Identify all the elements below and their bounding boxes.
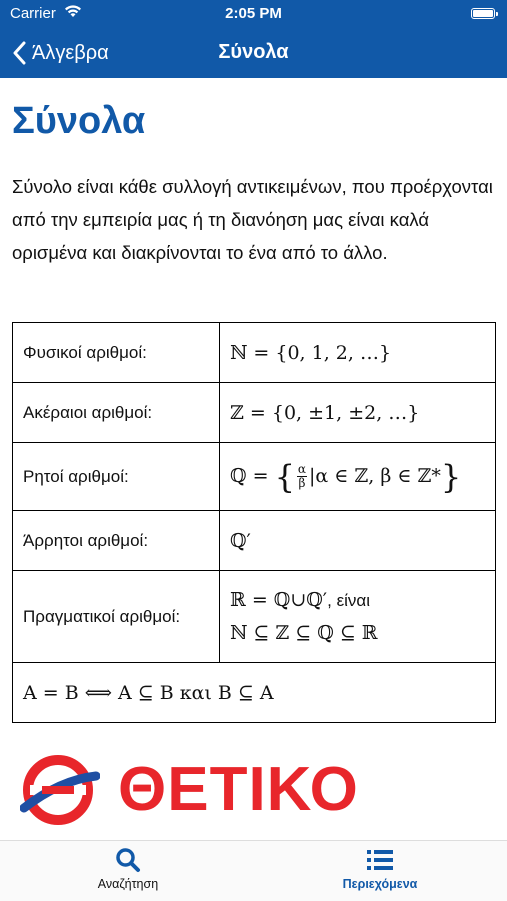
navigation-bar: [0, 28, 507, 78]
tab-contents-label: Περιεχόμενα: [342, 877, 418, 891]
right-brace: }: [440, 457, 462, 496]
intro-paragraph: Σύνολο είναι κάθε συλλογή αντικειμένων, που προέρχονται από την εμπειρία μας ή τη διανόηση μας είναι καλά ορισμένα και διακρίνονται το ένα από το άλλο.: [12, 176, 493, 263]
status-bar: [0, 0, 507, 28]
row-value: ℕ = {0, 1, 2, …}: [220, 323, 496, 383]
clock: 2:05 PM: [225, 5, 282, 22]
table-row: [13, 571, 496, 663]
table-footer-row: [13, 663, 496, 723]
row-value: ℚ′: [220, 511, 496, 571]
logo-emblem-icon: [20, 750, 100, 830]
equality-rule: A = B ⟺ A ⊆ B και B ⊆ A: [13, 663, 496, 723]
theticko-logo: [20, 750, 370, 830]
inclusion-chain: ℕ ⊆ ℤ ⊆ ℚ ⊆ ℝ: [230, 621, 378, 644]
logo-wordmark: ΘΕΤΙΚΟ: [118, 755, 359, 824]
table-row: [13, 323, 496, 383]
number-sets-table: [12, 322, 496, 723]
row-label: Πραγματικοί αριθμοί:: [13, 571, 220, 663]
table-row: [13, 443, 496, 511]
tab-search[interactable]: [48, 847, 208, 891]
tab-search-label: Αναζήτηση: [97, 877, 159, 891]
table-row: [13, 511, 496, 571]
fraction-numerator: α: [297, 462, 307, 476]
tab-contents[interactable]: [300, 847, 460, 891]
left-brace: {: [274, 457, 295, 496]
page-title: Σύνολα: [12, 100, 146, 142]
search-icon: [115, 847, 141, 873]
row-label: Ρητοί αριθμοί:: [13, 443, 220, 511]
row-label: Φυσικοί αριθμοί:: [13, 323, 220, 383]
rational-suffix: |α ∈ ℤ, β ∈ ℤ*: [309, 464, 441, 487]
fraction-denominator: β: [298, 476, 306, 490]
carrier-label: Carrier: [10, 5, 56, 22]
fraction: [297, 463, 307, 490]
tab-bar: [0, 840, 507, 901]
list-icon: [366, 847, 394, 873]
row-value: ℤ = {0, ±1, ±2, …}: [220, 383, 496, 443]
row-label: Ακέραιοι αριθμοί:: [13, 383, 220, 443]
rational-prefix: ℚ =: [230, 464, 269, 487]
row-value: [220, 571, 496, 663]
real-definition: ℝ = ℚ∪ℚ′: [230, 588, 328, 611]
nav-title: Σύνολα: [218, 41, 289, 63]
row-value: [220, 443, 496, 511]
table-row: [13, 383, 496, 443]
real-definition-text: , είναι: [327, 590, 371, 610]
row-label: Άρρητοι αριθμοί:: [13, 511, 220, 571]
back-label: Άλγεβρα: [32, 41, 109, 64]
battery-icon: [471, 8, 495, 19]
top-bar: [0, 0, 507, 78]
